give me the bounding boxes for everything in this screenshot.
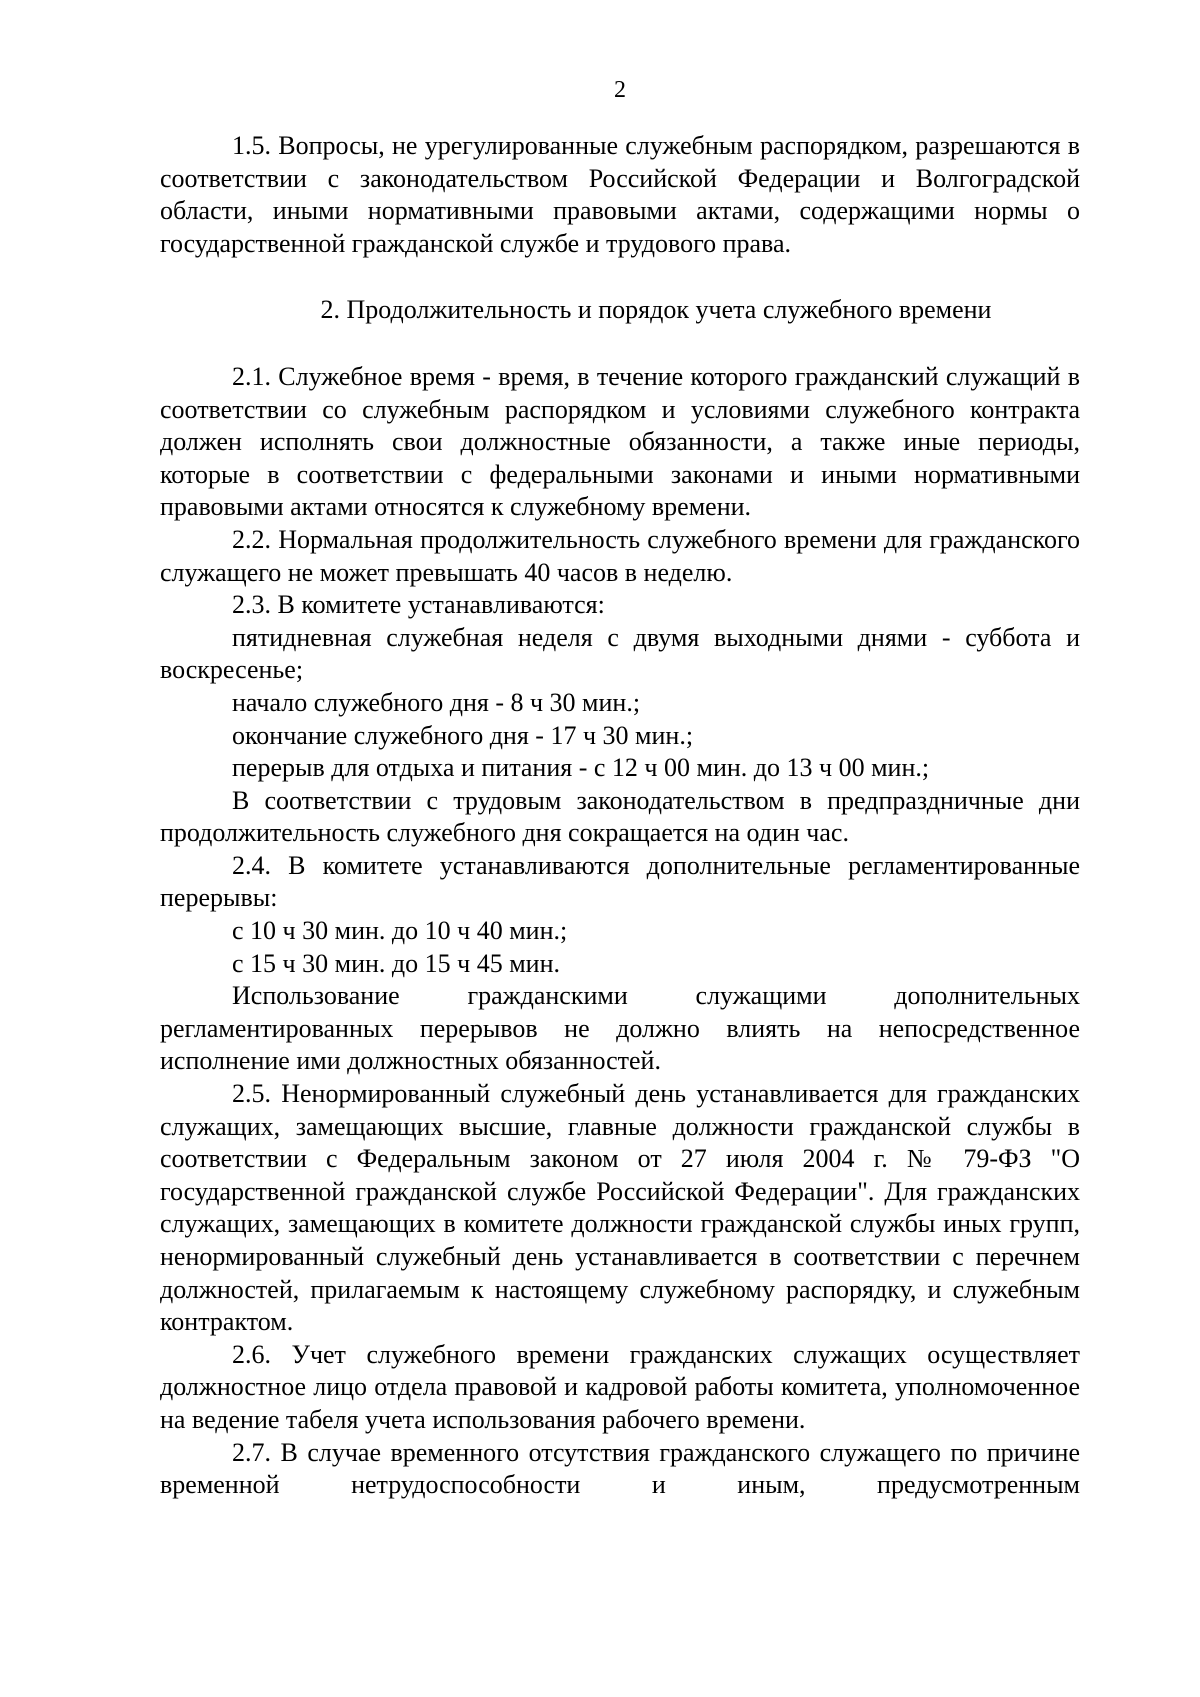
paragraph-2-3-break: перерыв для отдыха и питания - с 12 ч 00 мин. до 13 ч 00 мин.; (232, 753, 930, 783)
paragraph-2-2: 2.2. Нормальная продолжительность служебного времени для гражданского служащего не может превышать 40 часов в неделю. (160, 524, 1080, 587)
paragraph-2-4-break-1: с 10 ч 30 мин. до 10 ч 40 мин.; (232, 916, 568, 946)
paragraph-2-3-week: пятидневная служебная неделя с двумя выходными днями - суббота и воскресенье; (160, 622, 1080, 685)
paragraph-2-3-start: начало служебного дня - 8 ч 30 мин.; (232, 687, 641, 717)
section-heading-2: 2. Продолжительность и порядок учета служебного времени (320, 295, 992, 325)
paragraph-2-4-usage: Использование гражданскими служащими дополнительных регламентированных перерывов не должно влиять на непосредственное исполнение ими должностных обязанностей. (160, 981, 1080, 1076)
paragraph-2-1: 2.1. Служебное время - время, в течение которого гражданский служащий в соответствии со служебным распорядком и условиями служебного контракта должен исполнять свои должностные обязанности, а также иные периоды, которые в соответствии с федеральными законами и иными нормативными правовыми актами относятся к служебному времени. (160, 361, 1080, 522)
document-body (160, 130, 1080, 1502)
paragraph-2-4: 2.4. В комитете устанавливаются дополнительные регламентированные перерывы: (160, 850, 1080, 913)
paragraph-2-3-end: окончание служебного дня - 17 ч 30 мин.; (232, 720, 694, 750)
paragraph-2-6: 2.6. Учет служебного времени гражданских служащих осуществляет должностное лицо отдела правовой и кадровой работы комитета, уполномоченное на ведение табеля учета использования рабочего времени. (160, 1339, 1080, 1434)
paragraph-2-3: 2.3. В комитете устанавливаются: (232, 590, 605, 620)
paragraph-1-5: 1.5. Вопросы, не урегулированные служебным распорядком, разрешаются в соответствии с законодательством Российской Федерации и Волгоградской области, иными нормативными правовыми актами, содержащими нормы о государственной гражданской службе и трудового права. (160, 131, 1080, 258)
page-number: 2 (614, 77, 626, 103)
paragraph-2-4-break-2: с 15 ч 30 мин. до 15 ч 45 мин. (232, 948, 560, 978)
paragraph-2-5: 2.5. Ненормированный служебный день устанавливается для гражданских служащих, замещающих высшие, главные должности гражданской службы в соответствии с Федеральным законом от 27 июля 2004 г. № 79-ФЗ "О государственной гражданской службе Российской Федерации". Для гражданских служащих, замещающих в комитете должности гражданской службы иных групп, ненормированный служебный день устанавливается в соответствии с перечнем должностей, прилагаемым к настоящему служебному распорядку, и служебным контрактом. (160, 1079, 1080, 1337)
paragraph-2-3-holiday: В соответствии с трудовым законодательством в предпраздничные дни продолжительность служебного дня сокращается на один час. (160, 785, 1080, 848)
paragraph-2-7: 2.7. В случае временного отсутствия гражданского служащего по причине временной нетрудоспособности и иным, предусмотренным (160, 1437, 1080, 1500)
